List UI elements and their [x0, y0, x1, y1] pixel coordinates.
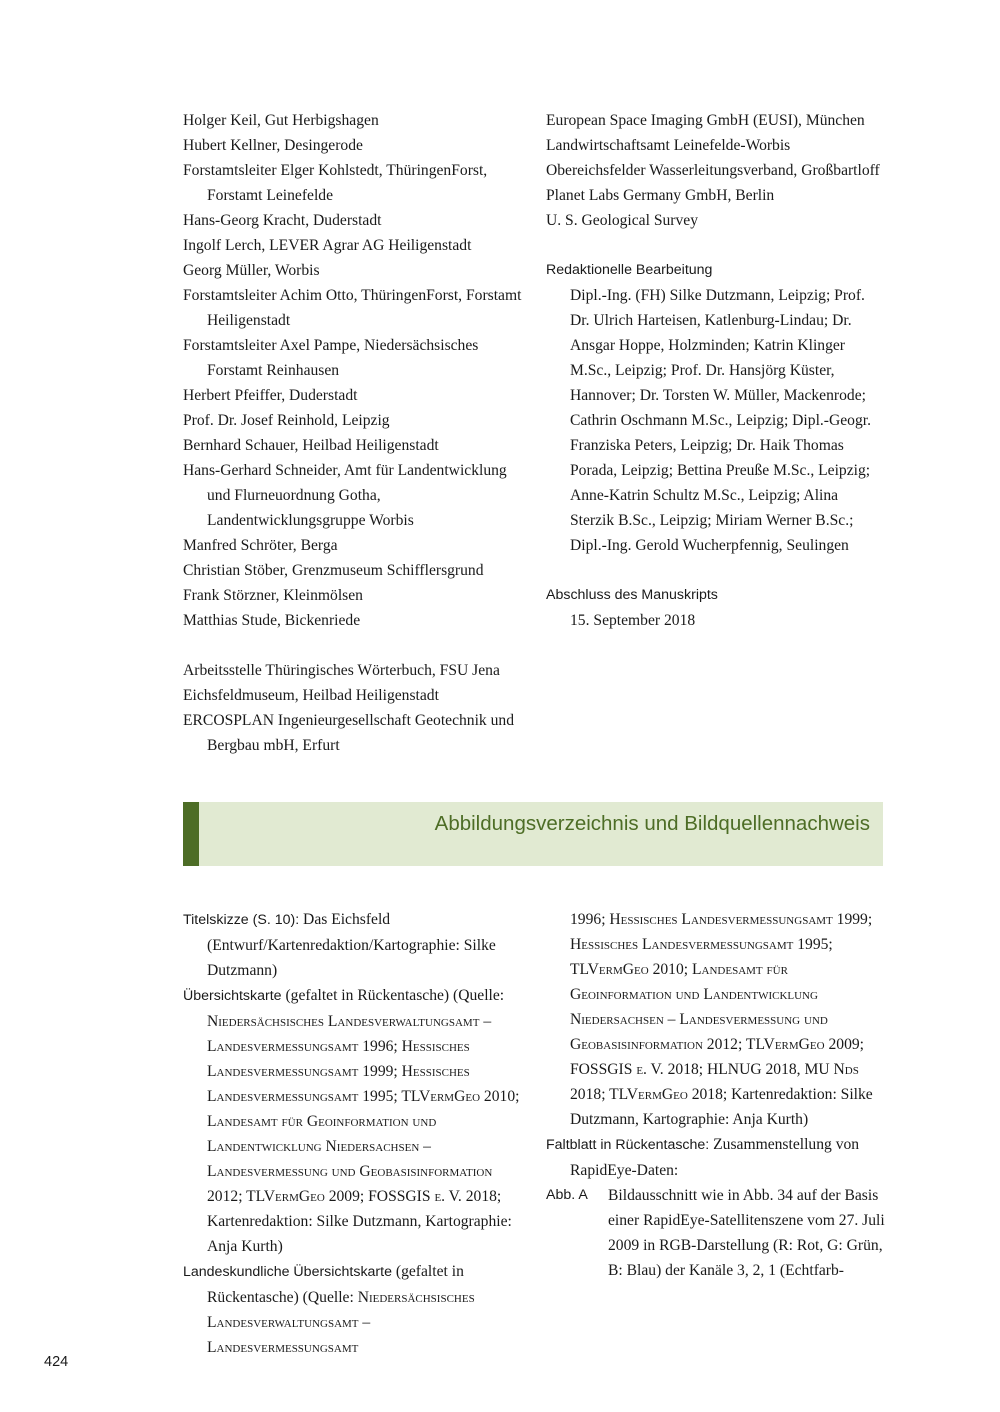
- figure-text: Zusammenstellung von RapidEye-Daten:: [570, 1136, 860, 1179]
- right-column: [546, 108, 884, 633]
- figure-list-right: [546, 907, 886, 1283]
- list-item: Forstamtsleiter Elger Kohlstedt, ThüringenForst, Forstamt Leinefelde: [183, 162, 488, 204]
- banner-accent-bar: [183, 802, 199, 866]
- figure-entry-continuation: 1996; Hessisches Landesvermessungsamt 1999; Hessisches Landesvermessungsamt 1995; TLVermGeo 2010; Landesamt für Geoinformation und Landentwicklung Niedersachsen – Landesvermessung und Geobasisinformation 2012; TLVermGeo 2009; FOSSGIS e. V. 2018; HLNUG 2018, MU Nds 2018; TLVermGeo 2018; Kartenredaktion: Silke Dutzmann, Kartographie: Anja Kurth): [570, 911, 873, 1128]
- list-item: Hans-Georg Kracht, Duderstadt: [183, 212, 382, 229]
- figure-label: Titelskizze (S. 10):: [183, 912, 300, 928]
- list-item: Hans-Gerhard Schneider, Amt für Landentwicklung und Flurneuordnung Gotha, Landentwicklungsgruppe Worbis: [183, 462, 507, 529]
- list-item: European Space Imaging GmbH (EUSI), München: [546, 112, 865, 129]
- page-number: 424: [44, 1354, 69, 1370]
- list-item: Matthias Stude, Bickenriede: [183, 612, 361, 629]
- redaktion-text: Dipl.-Ing. (FH) Silke Dutzmann, Leipzig; Prof. Dr. Ulrich Harteisen, Katlenburg-Lindau; Dr. Ansgar Hoppe, Holzminden; Katrin Klinger M.Sc., Leipzig; Prof. Dr. Hansjörg Küster, Hannover; Dr. Torsten W. Müller, Mackenrode; Cathrin Oschmann M.Sc., Leipzig; Dipl.-Geogr. Franziska Peters, Leipzig; Dr. Haik Thomas Porada, Leipzig; Bettina Preuße M.Sc., Leipzig; Anne-Katrin Schultz M.Sc., Leipzig; Alina Sterzik B.Sc., Leipzig; Miriam Werner B.Sc.; Dipl.-Ing. Gerold Wucherpfennig, Seulingen: [570, 287, 871, 554]
- figure-entry-abb-a: [546, 1183, 886, 1283]
- list-item: Forstamtsleiter Achim Otto, ThüringenForst, Forstamt Heiligenstadt: [183, 287, 522, 329]
- figure-entry-landeskundlich: Landeskundliche Übersichtskarte (gefaltet in Rückentasche) (Quelle: Niedersächsisches Landesverwaltungsamt – Landesvermessungsamt: [183, 1263, 475, 1356]
- figure-label: Übersichtskarte: [183, 988, 282, 1004]
- list-item: Prof. Dr. Josef Reinhold, Leipzig: [183, 412, 390, 429]
- institution-list: [183, 658, 523, 758]
- list-item: Bernhard Schauer, Heilbad Heiligenstadt: [183, 437, 439, 454]
- section-banner: [183, 802, 883, 866]
- section-title: Abbildungsverzeichnis und Bildquellennachweis: [434, 812, 870, 835]
- list-item: Christian Stöber, Grenzmuseum Schifflersgrund: [183, 562, 484, 579]
- redaktion-heading: Redaktionelle Bearbeitung: [546, 262, 713, 278]
- list-item: Herbert Pfeiffer, Duderstadt: [183, 387, 358, 404]
- figure-label: Landeskundliche Übersichtskarte: [183, 1264, 392, 1280]
- acknowledgement-list: [183, 108, 523, 633]
- list-item: Holger Keil, Gut Herbigshagen: [183, 112, 379, 129]
- abschluss-heading: Abschluss des Manuskripts: [546, 587, 718, 603]
- figure-label: Abb. A: [546, 1187, 588, 1203]
- list-item: Obereichsfelder Wasserleitungsverband, Großbartloff: [546, 162, 880, 179]
- figure-entry-titelskizze: [183, 907, 523, 983]
- abschluss-date: 15. September 2018: [570, 612, 696, 629]
- list-item: U. S. Geological Survey: [546, 212, 699, 229]
- list-item: Eichsfeldmuseum, Heilbad Heiligenstadt: [183, 687, 439, 704]
- list-item: Planet Labs Germany GmbH, Berlin: [546, 187, 775, 204]
- list-item: Manfred Schröter, Berga: [183, 537, 338, 554]
- figure-entry-faltblatt: [546, 1132, 886, 1183]
- list-item: Landwirtschaftsamt Leinefelde-Worbis: [546, 137, 791, 154]
- list-item: Hubert Kellner, Desingerode: [183, 137, 363, 154]
- left-column: [183, 108, 523, 758]
- list-item: Frank Störzner, Kleinmölsen: [183, 587, 363, 604]
- institution-list-right: [546, 108, 884, 233]
- list-item: Arbeitsstelle Thüringisches Wörterbuch, FSU Jena: [183, 662, 500, 679]
- list-item: Georg Müller, Worbis: [183, 262, 320, 279]
- list-item: ERCOSPLAN Ingenieurgesellschaft Geotechnik und Bergbau mbH, Erfurt: [183, 712, 515, 754]
- figure-label: Faltblatt in Rückentasche:: [546, 1137, 710, 1153]
- figure-text: Das Eichsfeld (Entwurf/Kartenredaktion/Kartographie: Silke Dutzmann): [207, 911, 496, 979]
- figure-entry-uebersichtskarte: Übersichtskarte (gefaltet in Rückentasche) (Quelle: Niedersächsisches Landesverwaltungsamt – Landesvermessungsamt 1996; Hessisches Landesvermessungsamt 1999; Hessisches Landesvermessungsamt 1995; TLVermGeo 2010; Landesamt für Geoinformation und Landentwicklung Niedersachsen – Landesvermessung und Geobasisinformation 2012; TLVermGeo 2009; FOSSGIS e. V. 2018; Kartenredaktion: Silke Dutzmann, Kartographie: Anja Kurth): [183, 987, 520, 1255]
- list-item: Forstamtsleiter Axel Pampe, Niedersächsisches Forstamt Reinhausen: [183, 337, 479, 379]
- figure-text: Bildausschnitt wie in Abb. 34 auf der Basis einer RapidEye-Satellitenszene vom 27. Juli 2009 in RGB-Darstellung (R: Rot, G: Grün, B: Blau) der Kanäle 3, 2, 1 (Echtfarb-: [608, 1187, 885, 1279]
- figure-list-left: [183, 907, 523, 1356]
- list-item: Ingolf Lerch, LEVER Agrar AG Heiligenstadt: [183, 237, 472, 254]
